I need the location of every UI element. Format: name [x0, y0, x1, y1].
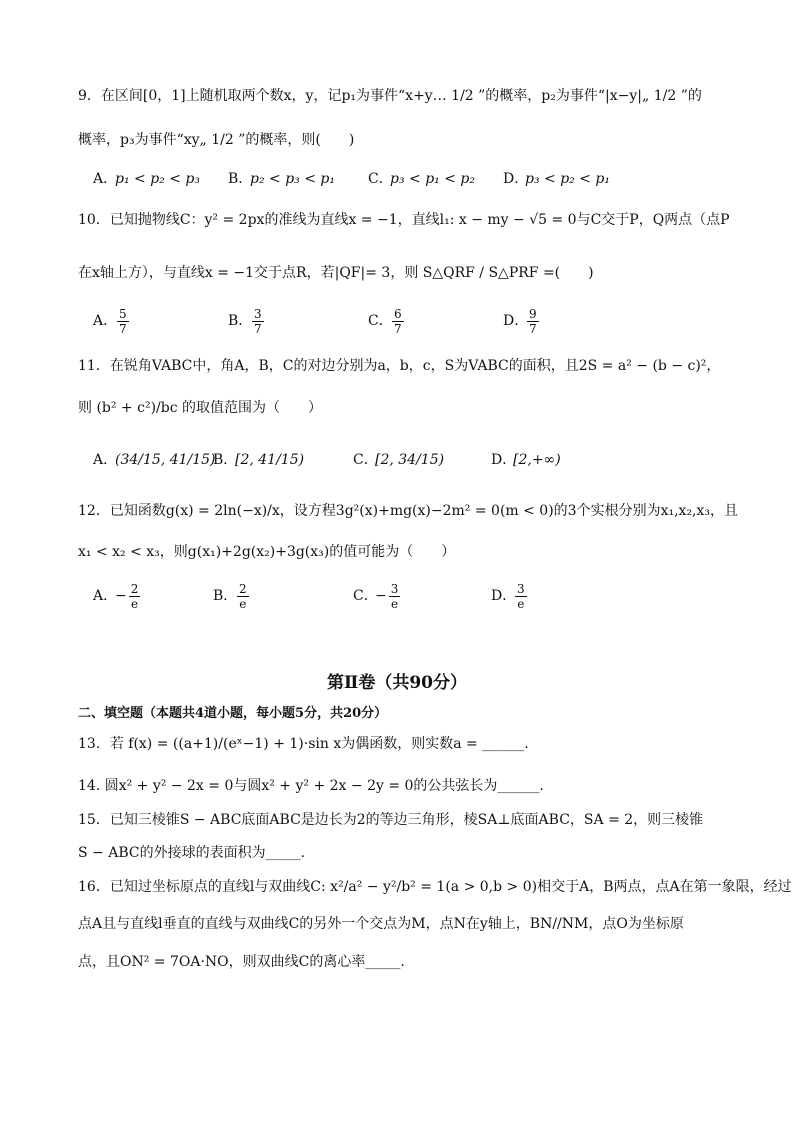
q11-option-c: C．[2, 34/15) [353, 452, 445, 468]
part2-title: 第Ⅱ卷（共90分） [327, 673, 467, 693]
q10-option-c: C． $\frac{6}{7}$ [368, 306, 402, 336]
q14-line: 14. 圆x² + y² − 2x = 0与圆x² + y² + 2x − 2y = 0的公共弦长为______. [78, 778, 544, 794]
q9-line2: 概率，p₃为事件“xy„ 1/2 ”的概率，则( ) [78, 132, 355, 148]
q10-option-a: A． $\frac{5}{7}$ [93, 306, 127, 336]
q16-line3: 点，且ON² = 7OA·NO，则双曲线C的离心率_____. [78, 954, 405, 970]
q11-option-a: A．(34/15, 41/15) [93, 452, 216, 468]
q12-option-b: B． $\frac{2}{e}$ [213, 581, 247, 611]
q16-line2: 点A且与直线l垂直的直线与双曲线C的另外一个交点为M，点N在y轴上，BN//NM，点O为坐标原 [78, 916, 684, 932]
q12-option-c: C．− $\frac{3}{e}$ [353, 581, 399, 611]
q12-options [93, 581, 733, 617]
q16-line1: 16．已知过坐标原点的直线l与双曲线C: x²/a² − y²/b² = 1(a > 0,b > 0)相交于A，B两点，点A在第一象限，经过 [78, 879, 792, 895]
q9-line1: 9．在区间[0，1]上随机取两个数x，y，记p₁为事件“x+y… 1/2 ”的概率，p₂为事件“|x−y|„ 1/2 ”的 [78, 88, 702, 104]
q9-option-b: B．p₂ < p₃ < p₁ [228, 171, 335, 187]
q11-line2: 则 (b² + c²)/bc 的取值范围为（ ） [78, 400, 323, 416]
q15-line1: 15．已知三棱锥S − ABC底面ABC是边长为2的等边三角形，棱SA⊥底面ABC，SA = 2，则三棱锥 [78, 812, 704, 828]
q12-option-d: D． $\frac{3}{e}$ [491, 581, 525, 611]
q12-option-a: A．− $\frac{2}{e}$ [93, 581, 139, 611]
q10-option-d: D． $\frac{9}{7}$ [503, 306, 537, 336]
q9-option-a: A．p₁ < p₂ < p₃ [93, 171, 200, 187]
q13-line: 13．若 f(x) = ((a+1)/(eˣ−1) + 1)·sin x为偶函数，则实数a = ______. [78, 736, 529, 752]
q11-options [93, 445, 733, 481]
q10-options [93, 306, 733, 342]
q11-line1: 11．在锐角VABC中，角A，B，C的对边分别为a，b，c，S为VABC的面积，且2S = a² − (b − c)²， [78, 358, 721, 374]
q9-option-c: C．p₃ < p₁ < p₂ [368, 171, 475, 187]
q9-option-d: D．p₃ < p₂ < p₁ [503, 171, 610, 187]
q9-options [93, 164, 733, 200]
q11-option-d: D．[2,+∞) [491, 452, 561, 468]
q15-line2: S − ABC的外接球的表面积为_____. [78, 845, 306, 861]
q12-line1: 12．已知函数g(x) = 2ln(−x)/x，设方程3g²(x)+mg(x)−2m² = 0(m < 0)的3个实根分别为x₁,x₂,x₃，且 [78, 503, 739, 519]
q10-option-b: B． $\frac{3}{7}$ [228, 306, 262, 336]
q10-line2: 在x轴上方），与直线x = −1交于点R，若|QF|= 3，则 S△QRF / S△PRF =( ) [78, 265, 594, 281]
q10-line1: 10．已知抛物线C：y² = 2px的准线为直线x = −1，直线l₁: x − my − √5 = 0与C交于P，Q两点（点P [78, 212, 730, 228]
q12-line2: x₁ < x₂ < x₃，则g(x₁)+2g(x₂)+3g(x₃)的值可能为（ ） [78, 544, 456, 560]
part2-subtitle: 二、填空题（本题共4道小题，每小题5分，共20分） [78, 706, 388, 721]
q11-option-b: B．[2, 41/15) [213, 452, 305, 468]
